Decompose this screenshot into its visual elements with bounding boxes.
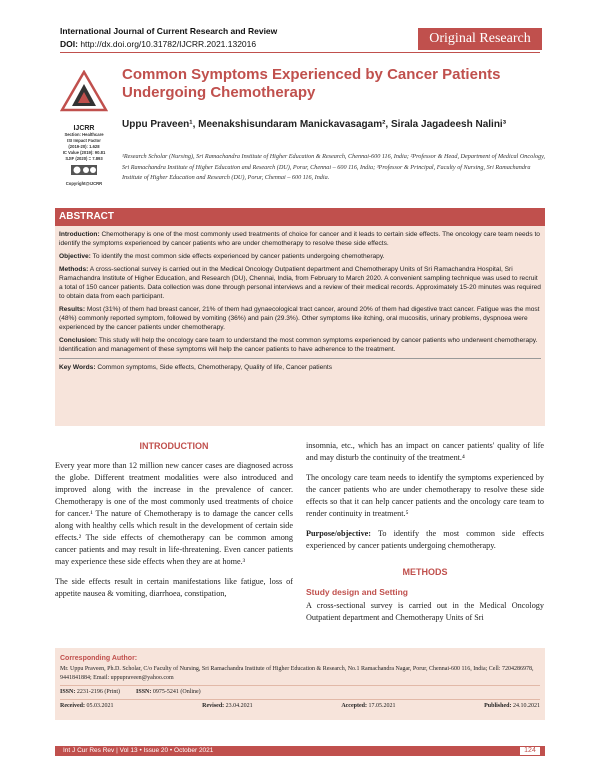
issn-print (60, 688, 120, 697)
article-type-badge: Original Research (418, 28, 542, 50)
methods-paragraph: A cross-sectional survey is carried out in the Medical Oncology Outpatient department and Chemotherapy Units of Sri (306, 601, 544, 622)
doi-line (60, 39, 400, 49)
received-value: 05.03.2021 (86, 703, 114, 709)
abstract-divider (59, 358, 541, 359)
issn-online-value: 0975-5241 (Online) (152, 689, 201, 695)
logo-meta-isi: ISI Impact Factor (67, 138, 101, 143)
page-number: 124 (519, 746, 541, 756)
intro-paragraph-1: Every year more than 12 million new cancer cases are diagnosed across the globe. Different treatment modalities were also introduced and improved along with the increase in the prevalence of cancer. Chemotherapy is one of the most commonly used treatments of choice for cancer.¹ The nature of Chemotherapy is to damage the cancer cells along with healthy cells which result in the development of certain side effects.² The side effects of chemotherapy can be common among cancer patients and may result in life-threatening. Even cancer patients may experience these side effects when they are at home.³ (55, 461, 293, 566)
issn-print-value: 2231-2196 (Print) (76, 689, 121, 695)
abstract-results (59, 305, 541, 332)
published-label: Published: (484, 703, 512, 709)
abstract-results-text: Most (31%) of them had breast cancer, 21% of them had gynaecological tract cancer, around 20% of them had digestive tract cancer. Fatigue was the most (48%) commonly reported symptom, followed by vomiting (36%) and pain (29.3%). Other symptoms like itching, oral mucositis, urinary problems, dyspnoea were experienced by the cancer patients under chemotherapy. (59, 306, 540, 331)
published-value: 24.10.2021 (512, 703, 540, 709)
accepted-value: 17.05.2021 (368, 703, 396, 709)
keywords-label: Key Words: (59, 364, 96, 371)
abstract-conclusion-label: Conclusion: (59, 337, 98, 344)
logo-meta-sjif: SJIF (2020) = 7.893 (65, 156, 103, 161)
abstract-body (55, 226, 545, 372)
header-divider (60, 52, 540, 53)
correspondence-divider (60, 685, 540, 686)
keywords-text: Common symptoms, Side effects, Chemotherapy, Quality of life, Cancer patients (97, 364, 333, 371)
logo-meta-section: Section: Healthcare (64, 132, 104, 137)
logo-name: IJCRR (73, 125, 95, 132)
author-affiliations: ¹Research Scholar (Nursing), Sri Ramachandra Institute of Higher Education & Research, Chennai-600 116, India; ²Professor & Head, Department of Medical Oncology, Sri Ramachandra Institute of Higher Education and Research (DU), Porur, Chennai – 600 116, India; ³Professor & Principal, Faculty of Nursing, Sri Ramachandra Institute of Higher Education and Research (DU), Porur, Chennai – 600 116, India. (122, 153, 546, 181)
page-footer (55, 746, 545, 756)
correspondence-text: Mr. Uppu Praveen, Ph.D. Scholar, C/o Faculty of Nursing, Sri Ramachandra Institute of Higher Education & Research, No.1 Ramachandra Nagar, Porur, Chennai-600 116, India; Cell: 7204286978, 9441841884; Email: uppupraveen@yahoo.com (60, 666, 534, 681)
intro-paragraph-2: The side effects result in certain manifestations like fatigue, loss of appetite nausea & vomiting, diarrhoea, constipation, (55, 577, 293, 598)
correspondence-box (55, 648, 545, 720)
abstract-objective (59, 252, 541, 261)
journal-header (60, 26, 400, 49)
dates-divider (60, 699, 540, 700)
right-paragraph-2: The oncology care team needs to identify the symptoms experienced by the cancer patients who are under chemotherapy to resolve these side effects so that it can help cancer patients and the oncology care team to render continuity in treatment.⁵ (306, 473, 544, 518)
published-date (484, 702, 540, 711)
issn-print-label: ISSN: (60, 689, 76, 695)
revised-date (202, 702, 253, 711)
methods-heading: METHODS (402, 567, 448, 577)
abstract-objective-label: Objective: (59, 253, 91, 260)
revised-value: 23.04.2021 (225, 703, 253, 709)
abstract-heading: ABSTRACT (55, 208, 545, 226)
revised-label: Revised: (202, 703, 225, 709)
creative-commons-icon (71, 165, 97, 175)
keywords (59, 363, 541, 372)
dates-row (60, 702, 540, 711)
right-column (306, 440, 544, 632)
doi-label: DOI: (60, 39, 78, 49)
issn-online (136, 688, 201, 697)
issn-online-label: ISSN: (136, 689, 152, 695)
introduction-heading: INTRODUCTION (139, 441, 209, 451)
accepted-date (341, 702, 395, 711)
copyright-text: Copyright@IJCRR (65, 181, 103, 186)
logo-meta-isi-years: (2019-20): 1.628 (68, 144, 100, 149)
abstract-methods (59, 265, 541, 301)
abstract-methods-label: Methods: (59, 266, 89, 273)
journal-name: International Journal of Current Research and Review (60, 26, 278, 36)
purpose-label: Purpose/objective: (306, 529, 372, 538)
footer-citation: Int J Cur Res Rev | Vol 13 • Issue 20 • October 2021 (63, 747, 214, 754)
received-label: Received: (60, 703, 85, 709)
accepted-label: Accepted: (341, 703, 367, 709)
logo-meta-ic: IC Value (2019): 90.81 (62, 150, 106, 155)
abstract-intro-label: Introduction: (59, 231, 100, 238)
purpose-paragraph (306, 528, 544, 552)
ijcrr-logo-icon (60, 70, 108, 118)
received-date (60, 702, 114, 711)
journal-logo-block (56, 70, 112, 187)
abstract-box (55, 208, 545, 426)
article-title: Common Symptoms Experienced by Cancer Patients Undergoing Chemotherapy (122, 66, 501, 101)
author-list: Uppu Praveen¹, Meenakshisundaram Manickavasagam², Sirala Jagadeesh Nalini³ (122, 119, 507, 130)
purpose-text: To identify the most common side effects experienced by cancer patients undergoing chemotherapy. (306, 529, 544, 550)
study-design-heading: Study design and Setting (306, 587, 409, 597)
doi-link[interactable]: http://dx.doi.org/10.31782/IJCRR.2021.132016 (80, 39, 257, 49)
abstract-conclusion (59, 336, 541, 354)
right-paragraph-1: insomnia, etc., which has an impact on cancer patients' quality of life and may disturb the continuity of the treatment.⁴ (306, 441, 544, 462)
left-column (55, 440, 293, 608)
abstract-methods-text: A cross-sectional survey is carried out in the Medical Oncology Outpatient department and Chemotherapy Units of Sri Ramachandra Hospital, Sri Ramachandra Institute of Higher Education, and Research (DU), Chennai, India, from February to March 2020. A convenient sampling technique was used to recruit a total of 150 cancer patients. Data collection was done through personal interviews and a review of their medical records. Approximately 15-20 minutes was required to obtain data from each participant. (59, 266, 541, 300)
correspondence-title: Corresponding Author: (60, 655, 138, 662)
abstract-objective-text: To identify the most common side effects experienced by cancer patients undergoing chemotherapy. (92, 253, 385, 260)
abstract-conclusion-text: This study will help the oncology care team to understand the most common symptoms experienced by cancer patients who underwent chemotherapy. Identification and management of these symptoms will help the cancer patients to have adherence to the treatment. (59, 337, 538, 353)
abstract-results-label: Results: (59, 306, 86, 313)
abstract-intro-text: Chemotherapy is one of the most commonly used treatments of choice for cancer and it leads to certain side effects. The oncology care team needs to identify the symptoms experienced by cancer patients who are under chemotherapy to resolve these side effects. (59, 231, 540, 247)
issn-row (60, 688, 540, 697)
abstract-introduction (59, 230, 541, 248)
